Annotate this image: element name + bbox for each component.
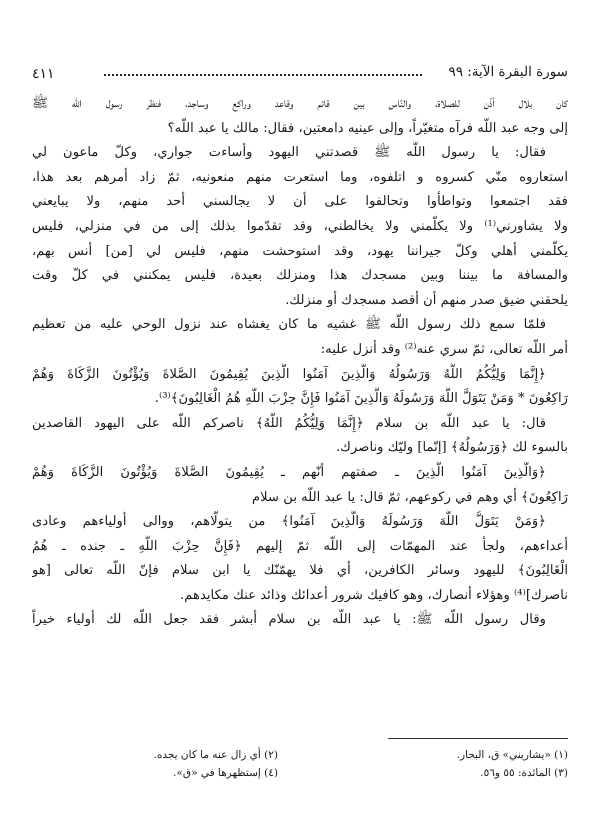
footnotes bbox=[32, 746, 568, 782]
text-line: أعداءهم، ولجأ عند المهمّات إلى اللّه ثمّ إليهم ﴿فَإِنَّ حِزْبَ اللَّهِ ـ جنده ـ هُمُ bbox=[32, 538, 568, 554]
header-dotted-rule bbox=[104, 74, 422, 76]
quran-verse-line: رَاكِعُونَ * وَمَنْ يَتَوَلَّ اللَّهَ وَرَسُولَهُ وَالَّذِينَ آمَنُوا فَإِنَّ حِزْبَ اللَّهِ هُمُ الْغَالِبُونَ﴾⁽³⁾. bbox=[154, 391, 568, 407]
text-line: بالسوء لك ﴿وَرَسُولُهُ﴾ [إنّما] وليّك وناصرك. bbox=[335, 440, 568, 456]
text-line: والمسافة ما بيننا وبين مسجدك هذا ومنزلك بعيدة، فليس يمكنني في كلّ وقت bbox=[32, 268, 568, 284]
page-body bbox=[32, 92, 568, 633]
footnote-1: (١) «يشاريني» ق، البحار. bbox=[456, 749, 568, 761]
text-line: فقال: يا رسول اللّه ﷺ قصدتني اليهود وأساءت جواري، وكلّ ماعون لي bbox=[32, 145, 546, 161]
text-line: إلى وجه عبد اللّه فرآه متغيّراً، وإلى عينيه دامعتين، فقال: مالك يا عبد اللّه؟ bbox=[167, 120, 568, 136]
text-line: قال: يا عبد اللّه بن سلام ﴿إِنَّمَا وَلِيُّكُمُ اللَّهُ﴾ ناصركم اللّه على اليهود القاصدين bbox=[32, 415, 546, 431]
text-line: أمر اللّه تعالى، ثمّ سري عنه⁽²⁾ وقد أنزل عليه: bbox=[320, 341, 568, 357]
text-line: الْغَالِبُونَ﴾ لليهود وسائر الكافرين، أي فلا يهمّنّك يا ابن سلام فإنّ اللّه تعالى [هو bbox=[32, 563, 568, 579]
text-line: وقال رسول اللّه ﷺ: يا عبد اللّه بن سلام أبشر فقد جعل اللّه لك أولياء خيراً bbox=[32, 612, 546, 628]
text-line: كان بلال أذّن للصلاة، والنّاس بين قائم وقاعد وراكع وساجد، فنظر رسول اللّه ﷺ bbox=[32, 96, 568, 111]
page-number: ٤١١ bbox=[32, 66, 55, 82]
text-line: رَاكِعُونَ﴾ أي وهم في ركوعهم، ثمّ قال: يا عبد اللّه بن سلام bbox=[252, 489, 568, 505]
quran-verse-line: ﴿وَمَنْ يَتَوَلَّ اللَّهَ وَرَسُولَهُ وَالَّذِينَ آمَنُوا﴾ من يتولّاهم، ووالى أولياءهم وعادى bbox=[32, 514, 546, 530]
text-line: ولا يشاورني⁽¹⁾ ولا يكلّمني ولا يخالطني، وقد تقدّموا بذلك إلى من في منزلي، فليس bbox=[32, 218, 568, 234]
text-line: يلحقني ضيق صدر منهم أن أقصد مسجدك أو منزلك. bbox=[285, 292, 568, 308]
text-line: فلمّا سمع ذلك رسول اللّه ﷺ غشيه ما كان يغشاه عند نزول الوحي عليه من تعظيم bbox=[32, 317, 546, 333]
text-line: ناصرك]⁽⁴⁾ وهؤلاء أنصارك، وهو كافيك شرور أعدائك وذائد عنك مكايدهم. bbox=[180, 587, 568, 603]
text-line: يكلّمني أهلي وكلّ جيراننا يهود، وقد استوحشت منهم، فليس لي [من] أنس بهم، bbox=[32, 243, 568, 259]
page-header bbox=[32, 64, 568, 86]
footnote-separator bbox=[388, 738, 568, 739]
surah-title: سورة البقرة الآية: ٩٩ bbox=[448, 64, 568, 80]
text-line: استعاروه منّي كسروه و اتلفوه، وما استعرت منهم منعونيه، ثمّ زاد أمرهم بعد هذا، bbox=[32, 169, 568, 185]
footnote-3: (٣) المائدة: ٥٥ و٥٦. bbox=[480, 767, 568, 779]
footnote-4: (٤) إستظهرها في «ق». bbox=[173, 767, 278, 779]
footnote-2: (٢) أي زال عنه ما كان يجده. bbox=[153, 749, 278, 761]
quran-verse-line: ﴿وَالَّذِينَ آمَنُوا الَّذِينَ ـ صفتهم أنّهم ـ يُقِيمُونَ الصَّلاةَ وَيُؤْتُونَ الزَّكَاةَ وَهُمْ bbox=[32, 464, 546, 480]
text-line: فقد اجتمعوا وتواطأوا وتحالفوا على أن لا يجالسني أحد منهم، ولا يبايعني bbox=[32, 194, 568, 210]
quran-verse-line: ﴿إِنَّمَا وَلِيُّكُمُ اللَّهُ وَرَسُولُهُ وَالَّذِينَ آمَنُوا الَّذِينَ يُقِيمُونَ الصَّلاةَ وَيُؤْتُونَ الزَّكَاةَ وَهُمْ bbox=[32, 366, 546, 382]
